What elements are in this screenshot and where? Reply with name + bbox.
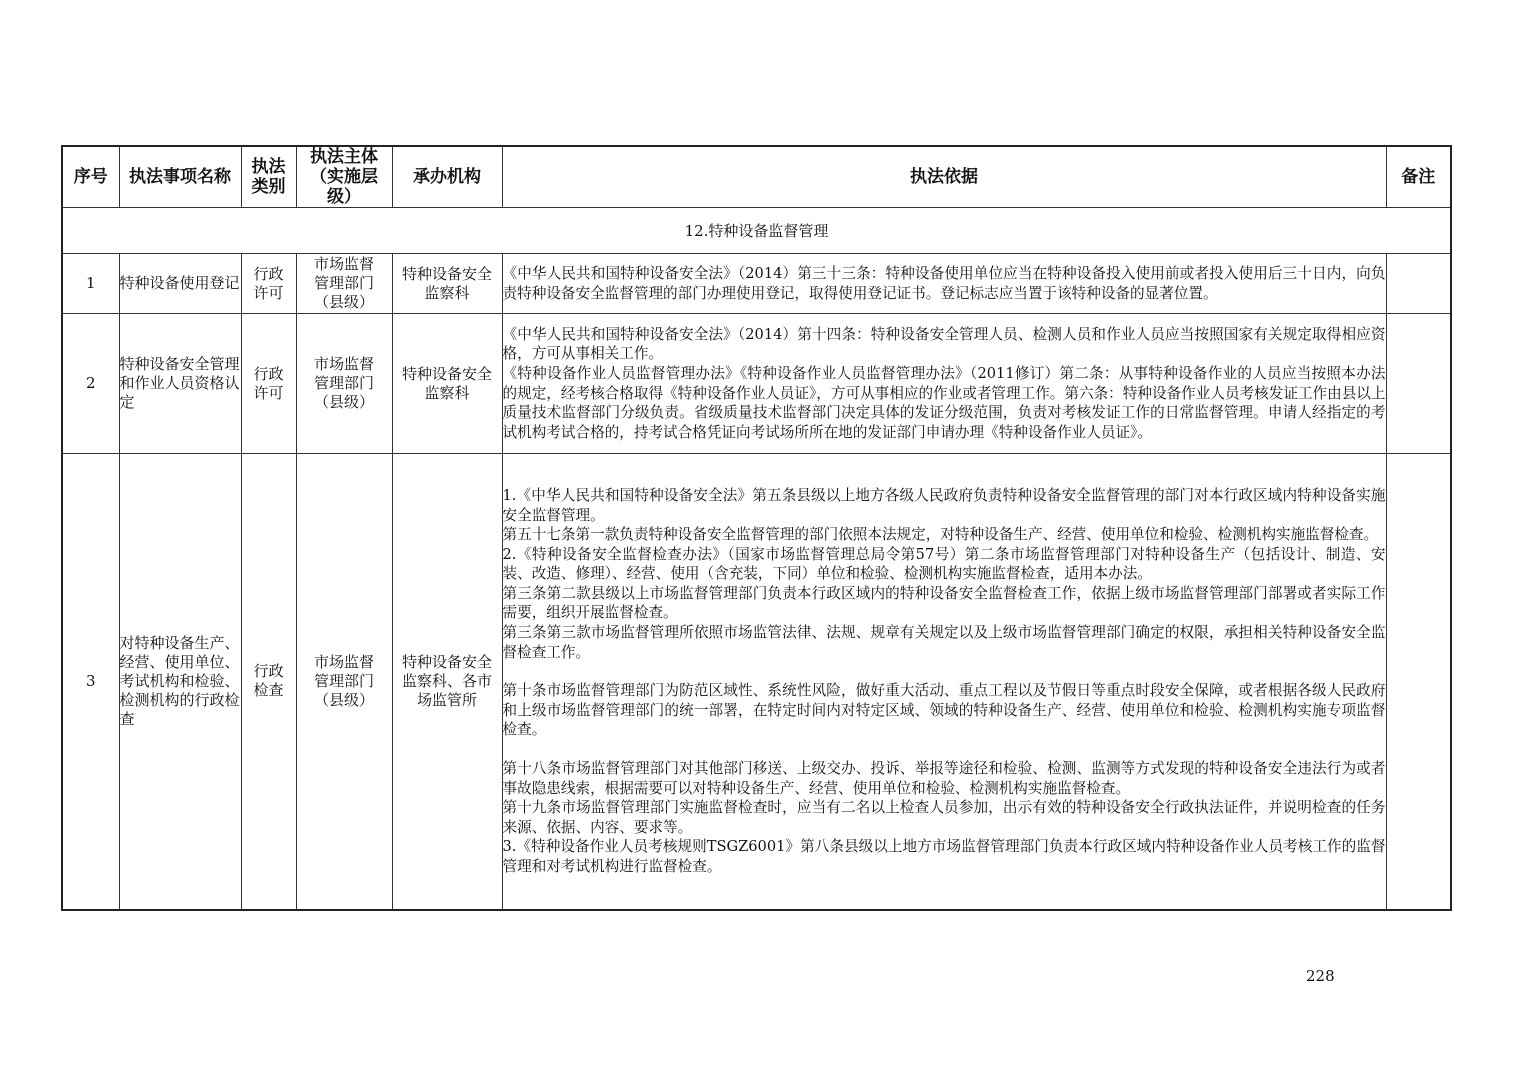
basis-paragraph: 《特种设备作业人员监督管理办法》《特种设备作业人员监督管理办法》（2011修订）第二条：从事特种设备作业的人员应当按照本办法的规定，经考核合格取得《特种设备作业人员证》，方可从事相应的作业或者管理工作。第六条：特种设备作业人员考核发证工作由县以上质量技术监督部门分级负责。省级质量技术监督部门决定具体的发证分级范围，负责对考核发证工作的日常监督管理。申请人经指定的考试机构考试合格的，持考试合格凭证向考试场所所在地的发证部门申请办理《特种设备作业人员证》。 [502,364,1386,441]
row-remark [1386,314,1451,454]
basis-paragraph: 第十九条市场监督管理部门实施监督检查时，应当有二名以上检查人员参加，出示有效的特种设备安全行政执法证件，并说明检查的任务来源、依据、内容、要求等。 [502,799,1386,836]
header-basis: 执法依据 [502,146,1386,208]
basis-paragraph: 第十八条市场监督管理部门对其他部门移送、上级交办、投诉、举报等途径和检验、检测、监测等方式发现的特种设备安全违法行为或者事故隐患线索，根据需要可以对特种设备生产、经营、使用单位和检验、检测机构实施监督检查。 [502,760,1386,797]
basis-paragraph: 第三条第三款市场监督管理所依照市场监管法律、法规、规章有关规定以及上级市场监督管理部门确定的权限，承担相关特种设备安全监督检查工作。 [502,624,1386,661]
row-remark [1386,254,1451,314]
basis-paragraph: 2.《特种设备安全监督检查办法》（国家市场监督管理总局令第57号）第二条市场监督管理部门对特种设备生产（包括设计、制造、安装、改造、修理）、经营、使用（含充装，下同）单位和检验、检测机构实施监督检查，适用本办法。 [502,545,1386,583]
basis-paragraph: 3.《特种设备作业人员考核规则TSGZ6001》第八条县级以上地方市场监督管理部门负责本行政区域内特种设备作业人员考核工作的监督管理和对考试机构进行监督检查。 [502,838,1386,875]
table-row [62,454,1451,910]
row-seq: 3 [62,454,119,910]
row-name: 特种设备使用登记 [119,254,241,314]
enforcement-table [61,145,1452,911]
table-row [62,254,1451,314]
section-row [62,208,1451,254]
row-type: 行政许可 [241,254,296,314]
row-basis [502,314,1386,454]
header-type: 执法类别 [241,146,296,208]
row-type: 行政检查 [241,454,296,910]
header-row [62,146,1451,208]
basis-paragraph: 1.《中华人民共和国特种设备安全法》第五条县级以上地方各级人民政府负责特种设备安全监督管理的部门对本行政区域内特种设备实施安全监督管理。 [502,486,1386,524]
page-number: 228 [1306,967,1335,985]
header-org: 承办机构 [392,146,502,208]
basis-paragraph: 第五十七条第一款负责特种设备安全监督管理的部门依照本法规定，对特种设备生产、经营、使用单位和检验、检测机构实施监督检查。 [502,526,1379,544]
basis-spacer [503,662,1386,681]
table-row [62,314,1451,454]
row-org: 特种设备安全监察科 [392,254,502,314]
basis-paragraph: 第三条第二款县级以上市场监督管理部门负责本行政区域内的特种设备安全监督检查工作，依据上级市场监督管理部门部署或者实际工作需要，组织开展监督检查。 [502,584,1386,622]
row-basis [502,254,1386,314]
basis-paragraph: 《中华人民共和国特种设备安全法》（2014）第三十三条：特种设备使用单位应当在特种设备投入使用前或者投入使用后三十日内，向负责特种设备安全监督管理的部门办理使用登记，取得使用登记证书。登记标志应当置于该特种设备的显著位置。 [502,264,1386,302]
section-title: 12.特种设备监督管理 [62,208,1451,254]
row-name: 对特种设备生产、经营、使用单位、考试机构和检验、检测机构的行政检查 [119,454,241,910]
row-org: 特种设备安全监察科、各市场监管所 [392,454,502,910]
basis-spacer [503,740,1386,759]
header-name: 执法事项名称 [119,146,241,208]
row-seq: 2 [62,314,119,454]
row-basis [502,454,1386,910]
row-remark [1386,454,1451,910]
row-subject: 市场监督管理部门（县级） [296,254,392,314]
header-subject: 执法主体（实施层级） [296,146,392,208]
row-type: 行政许可 [241,314,296,454]
row-name: 特种设备安全管理和作业人员资格认定 [119,314,241,454]
header-remark: 备注 [1386,146,1451,208]
basis-paragraph: 《中华人民共和国特种设备安全法》（2014）第十四条：特种设备安全管理人员、检测人员和作业人员应当按照国家有关规定取得相应资格，方可从事相关工作。 [502,325,1386,363]
row-subject: 市场监督管理部门（县级） [296,454,392,910]
row-org: 特种设备安全监察科 [392,314,502,454]
row-seq: 1 [62,254,119,314]
row-subject: 市场监督管理部门（县级） [296,314,392,454]
header-seq: 序号 [62,146,119,208]
basis-paragraph: 第十条市场监督管理部门为防范区域性、系统性风险，做好重大活动、重点工程以及节假日等重点时段安全保障，或者根据各级人民政府和上级市场监督管理部门的统一部署，在特定时间内对特定区域、领域的特种设备生产、经营、使用单位和检验、检测机构实施专项监督检查。 [502,682,1386,739]
